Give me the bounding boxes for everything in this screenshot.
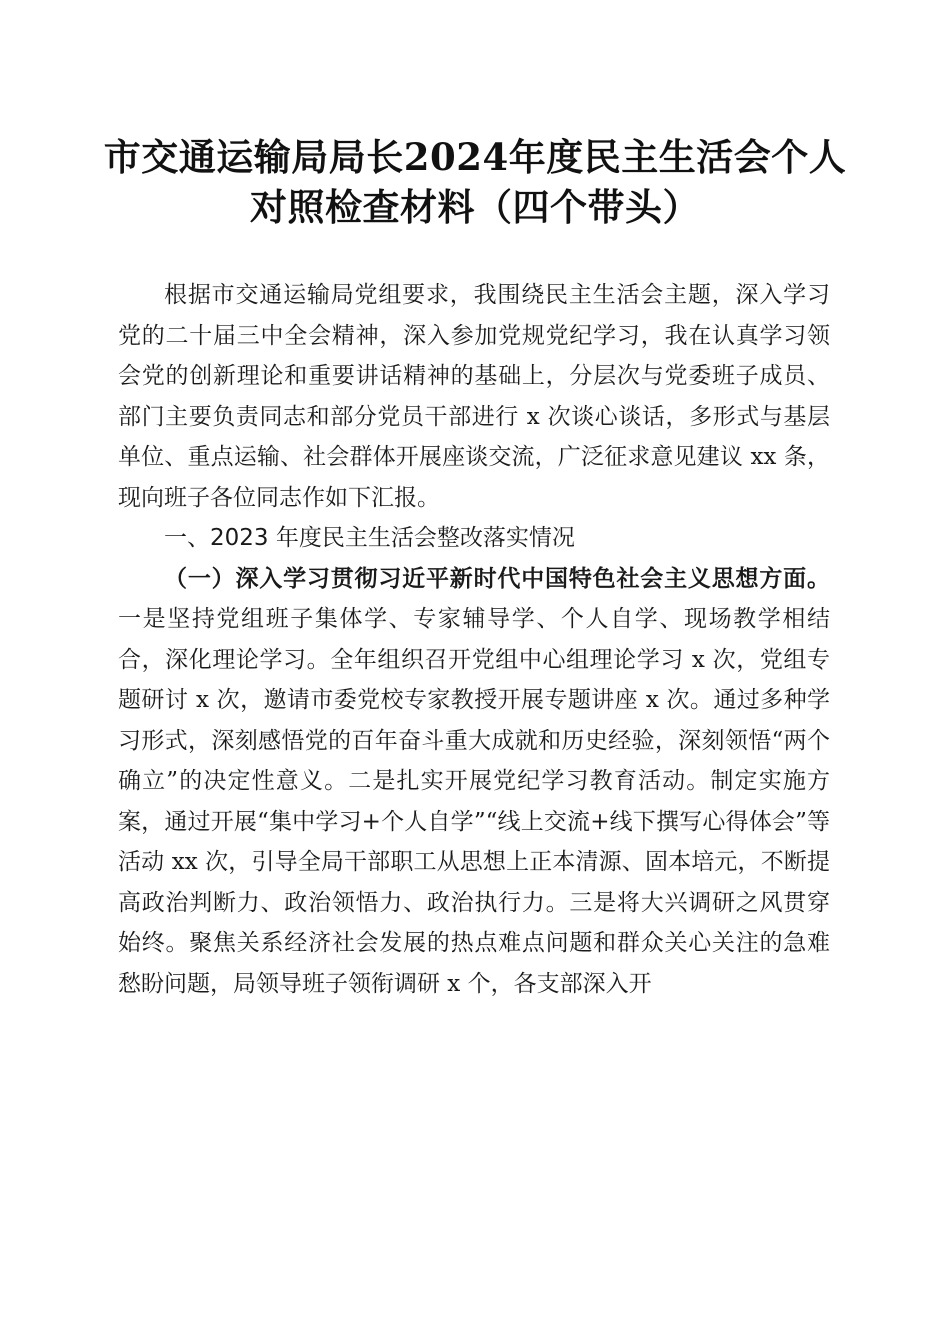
document-body bbox=[118, 275, 830, 1004]
document-title bbox=[100, 132, 850, 232]
intro-paragraph: 根据市交通运输局党组要求，我围绕民主生活会主题，深入学习党的二十届三中全会精神，深入参加党规党纪学习，我在认真学习领会党的创新理论和重要讲话精神的基础上，分层次与党委班子成员、部门主要负责同志和部分党员干部进行 x 次谈心谈话，多形式与基层单位、重点运输、社会群体开展座谈交流，广泛征求意见建议 xx 条，现向班子各位同志作如下汇报。 bbox=[118, 282, 830, 511]
section-heading-1: 一、2023 年度民主生活会整改落实情况 bbox=[164, 525, 575, 551]
subsection-heading-1: （一）深入学习贯彻习近平新时代中国特色社会主义思想方面。 bbox=[164, 564, 830, 592]
subsection-paragraph-1 bbox=[118, 559, 830, 1005]
subsection-body-1: 一是坚持党组班子集体学、专家辅导学、个人自学、现场教学相结合，深化理论学习。全年组织召开党组中心组理论学习 x 次，党组专题研讨 x 次，邀请市委党校专家教授开展专题讲座 x 次。通过多种学习形式，深刻感悟党的百年奋斗重大成就和历史经验，深刻领悟“两个确立”的决定性意义。二是扎实开展党纪学习教育活动。制定实施方案，通过开展“集中学习+个人自学”“线上交流+线下撰写心得体会”等活动 xx 次，引导全局干部职工从思想上正本清源、固本培元，不断提高政治判断力、政治领悟力、政治执行力。三是将大兴调研之风贯穿始终。聚焦关系经济社会发展的热点难点问题和群众关心关注的急难愁盼问题，局领导班子领衔调研 x 个，各支部深入开 bbox=[118, 606, 830, 997]
title-line-1: 市交通运输局局长2024年度民主生活会个人 bbox=[103, 135, 847, 179]
title-line-2: 对照检查材料（四个带头） bbox=[250, 185, 700, 229]
